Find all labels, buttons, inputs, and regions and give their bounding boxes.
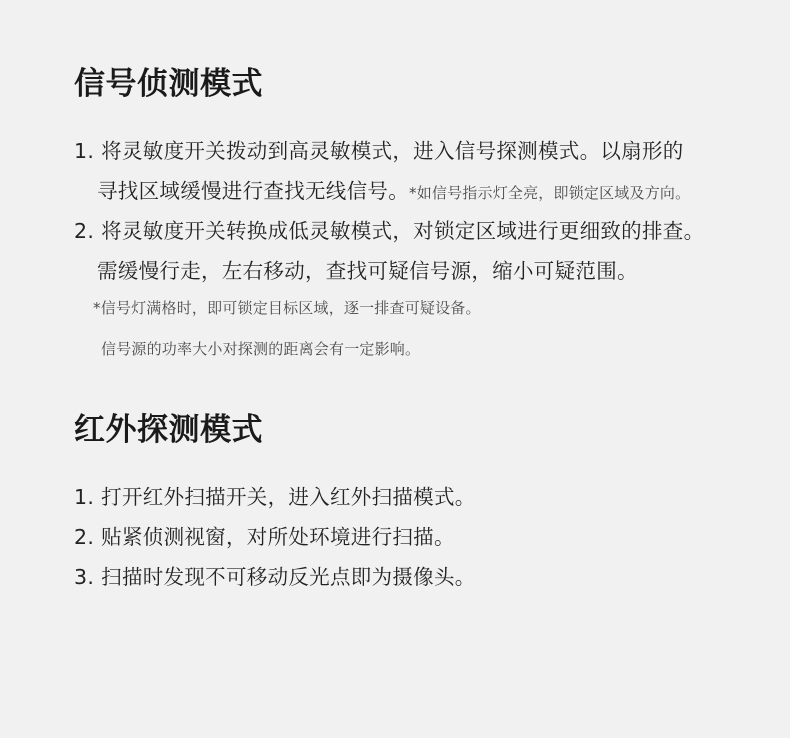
infrared-step-3: [74, 563, 476, 591]
signal-step-2-line-2: [97, 257, 638, 285]
step-text: 打开红外扫描开关，进入红外扫描模式。: [101, 485, 476, 509]
signal-step-1-note: *如信号指示灯全亮，即锁定区域及方向。: [409, 184, 691, 202]
infrared-step-1: [74, 483, 476, 511]
step-number: 2.: [74, 219, 95, 243]
step-number: 2.: [74, 525, 95, 549]
infrared-section-title: 红外探测模式: [74, 412, 263, 448]
signal-section-title: 信号侦测模式: [74, 66, 263, 102]
infrared-step-2: [74, 523, 455, 551]
signal-step-1-line-2: [97, 177, 690, 207]
step-text: 将灵敏度开关转换成低灵敏模式，对锁定区域进行更细致的排查。: [101, 219, 705, 243]
step-text: 将灵敏度开关拨动到高灵敏模式，进入信号探测模式。以扇形的: [101, 139, 684, 163]
signal-step-2-line-1: [74, 217, 704, 245]
step-number: 3.: [74, 565, 95, 589]
step-number: 1.: [74, 139, 95, 163]
signal-step-1-line-1: [74, 137, 684, 165]
step-text: 需缓慢行走，左右移动，查找可疑信号源，缩小可疑范围。: [97, 259, 638, 283]
step-text: 贴紧侦测视窗，对所处环境进行扫描。: [101, 525, 455, 549]
step-number: 1.: [74, 485, 95, 509]
step-text: 寻找区域缓慢进行查找无线信号。: [97, 179, 409, 203]
signal-distance-note: 信号源的功率大小对探测的距离会有一定影响。: [101, 340, 421, 358]
signal-full-note: *信号灯满格时，即可锁定目标区域，逐一排查可疑设备。: [93, 299, 481, 317]
step-text: 扫描时发现不可移动反光点即为摄像头。: [101, 565, 476, 589]
